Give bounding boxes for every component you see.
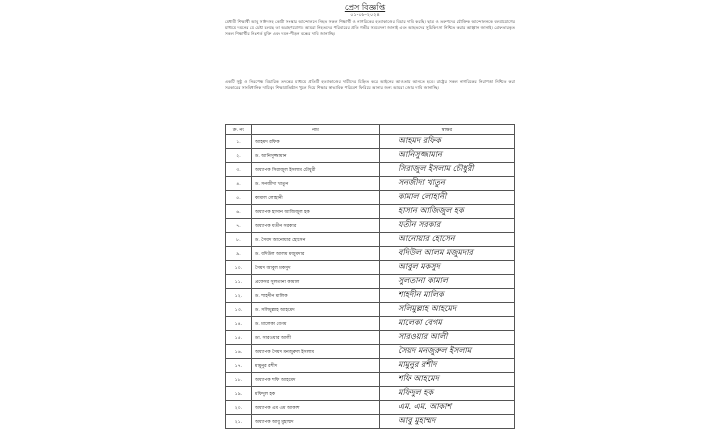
serial-number-cell: ১৬. — [226, 345, 252, 359]
table-row — [226, 219, 515, 233]
name-header: নাম — [252, 125, 380, 135]
signatory-name-cell: অধ্যাপক যতীন সরকার — [252, 219, 380, 233]
table-row — [226, 261, 515, 275]
serial-number-cell: ১৯. — [226, 387, 252, 401]
signature-cell: এম. এম. আকাশ — [380, 401, 515, 415]
table-row — [226, 247, 515, 261]
signature-cell: সারওয়ার আলী — [380, 331, 515, 345]
signatory-name-cell: অধ্যাপক শফি আহমেদ — [252, 373, 380, 387]
signature-header: স্বাক্ষর — [380, 125, 515, 135]
signature-cell: আবু মুহাম্মদ — [380, 415, 515, 429]
signature-cell: আনিসুজ্জামান — [380, 149, 515, 163]
table-row — [226, 401, 515, 415]
table-row — [226, 233, 515, 247]
signature-cell: সনজীদা খাতুন — [380, 177, 515, 191]
table-row — [226, 415, 515, 429]
signature-cell: যতীন সরকার — [380, 219, 515, 233]
signatory-name-cell: অধ্যাপক আবু মুহাম্মদ — [252, 415, 380, 429]
serial-number-cell: ২১. — [226, 415, 252, 429]
signatory-name-cell: ড. শাহদীন মালিক — [252, 289, 380, 303]
signatory-name-cell: ড. আনিসুজ্জামান — [252, 149, 380, 163]
serial-number-cell: ২. — [226, 149, 252, 163]
signatory-name-cell: মামুনুর রশীদ — [252, 359, 380, 373]
table-row — [226, 345, 515, 359]
table-row — [226, 205, 515, 219]
signature-cell: মামুনুর রশীদ — [380, 359, 515, 373]
signatory-name-cell: অধ্যাপক সৈয়দ মনজুরুল ইসলাম — [252, 345, 380, 359]
table-row — [226, 373, 515, 387]
signatory-table — [225, 124, 515, 429]
statement-paragraph-1: মেধাবী শিক্ষার্থী আবু সাঈদসহ কোটা সংস্কার আন্দোলনে নিহত সকল শিক্ষার্থী ও নাগরিকের হত্যাকাণ্ডের বিচার দাবি করছি। ছাত্র ও তরুণদের যৌক্তিক আন্দোলনকে বলপ্রয়োগের মাধ্যমে দমনের যে চেষ্টা চলছে তা অগ্রহণযোগ্য। আমরা নিহতদের পরিবারের প্রতি গভীর সমবেদনা জানাই এবং আহতদের সুচিকিৎসা নিশ্চিত করার আহ্বান জানাই। গ্রেফতারকৃত সকল শিক্ষার্থীর নিঃশর্ত মুক্তি এবং দমন-পীড়ন বন্ধের দাবি জানাচ্ছি। — [225, 19, 515, 37]
serial-header: ক্র. নং — [226, 125, 252, 135]
table-header-row — [226, 125, 515, 135]
signatory-name-cell: ড. সনজীদা খাতুন — [252, 177, 380, 191]
press-release-page — [195, 0, 535, 425]
serial-number-cell: ১০. — [226, 261, 252, 275]
table-row — [226, 359, 515, 373]
signature-cell: সিরাজুল ইসলাম চৌধুরী — [380, 163, 515, 177]
serial-number-cell: ৩. — [226, 163, 252, 177]
signature-cell: শাহদীন মালিক — [380, 289, 515, 303]
serial-number-cell: ১৪. — [226, 317, 252, 331]
serial-number-cell: ৯. — [226, 247, 252, 261]
table-row — [226, 303, 515, 317]
signatory-name-cell: ডা. সারওয়ার আলী — [252, 331, 380, 345]
serial-number-cell: ১৮. — [226, 373, 252, 387]
signature-cell: আবুল মকসুদ — [380, 261, 515, 275]
signatory-name-cell: ড. সৈয়দ আনোয়ার হোসেন — [252, 233, 380, 247]
document-date: ০১-০৮-২০২৪ — [350, 12, 380, 18]
serial-number-cell: ৫. — [226, 191, 252, 205]
serial-number-cell: ১২. — [226, 289, 252, 303]
signatory-name-cell: মফিদুল হক — [252, 387, 380, 401]
table-row — [226, 387, 515, 401]
serial-number-cell: ২০. — [226, 401, 252, 415]
signature-cell: হাসান আজিজুল হক — [380, 205, 515, 219]
signatory-name-cell: অধ্যাপক এম এম আকাশ — [252, 401, 380, 415]
signature-cell: মফিদুল হক — [380, 387, 515, 401]
signatory-name-cell: ড. বদিউল আলম মজুমদার — [252, 247, 380, 261]
serial-number-cell: ৭. — [226, 219, 252, 233]
signature-cell: আহমদ রফিক — [380, 135, 515, 149]
statement-paragraph-2: একটি সুষ্ঠু ও নিরপেক্ষ বিচারিক তদন্তের মাধ্যমে প্রতিটি হত্যাকাণ্ডের দায়ীদের চিহ্নিত করে আইনের আওতায় আনতে হবে। রাষ্ট্রের সকল নাগরিকের নিরাপত্তা নিশ্চিত করা সরকারের সাংবিধানিক দায়িত্ব। শিক্ষাপ্রতিষ্ঠান খুলে দিয়ে শিক্ষার স্বাভাবিক পরিবেশ ফিরিয়ে আনার জন্য আমরা জোর দাবি জানাচ্ছি। — [225, 79, 515, 91]
serial-number-cell: ১৫. — [226, 331, 252, 345]
signatory-name-cell: ড. মালেকা বেগম — [252, 317, 380, 331]
table-row — [226, 331, 515, 345]
serial-number-cell: ৬. — [226, 205, 252, 219]
signatory-name-cell: আহমদ রফিক — [252, 135, 380, 149]
table-row — [226, 177, 515, 191]
serial-number-cell: ১. — [226, 135, 252, 149]
signature-cell: আনোয়ার হোসেন — [380, 233, 515, 247]
signatory-name-cell: কামাল লোহানী — [252, 191, 380, 205]
signatory-name-cell: অধ্যাপক হাসান আজিজুল হক — [252, 205, 380, 219]
signature-cell: সুলতানা কামাল — [380, 275, 515, 289]
signatory-name-cell: ড. সলিমুল্লাহ আহমেদ — [252, 303, 380, 317]
table-row — [226, 149, 515, 163]
serial-number-cell: ১৭. — [226, 359, 252, 373]
signature-cell: সলিমুল্লাহ আহমেদ — [380, 303, 515, 317]
table-row — [226, 289, 515, 303]
signatory-name-cell: সৈয়দ আবুল মকসুদ — [252, 261, 380, 275]
table-row — [226, 317, 515, 331]
serial-number-cell: ১৩. — [226, 303, 252, 317]
table-row — [226, 275, 515, 289]
table-row — [226, 135, 515, 149]
serial-number-cell: ১১. — [226, 275, 252, 289]
signatory-name-cell: অধ্যাপক সিরাজুল ইসলাম চৌধুরী — [252, 163, 380, 177]
signature-cell: কামাল লোহানী — [380, 191, 515, 205]
signature-cell: বদিউল আলম মজুমদার — [380, 247, 515, 261]
serial-number-cell: ৪. — [226, 177, 252, 191]
signature-cell: মালেকা বেগম — [380, 317, 515, 331]
signature-cell: সৈয়দ মনজুরুল ইসলাম — [380, 345, 515, 359]
table-row — [226, 163, 515, 177]
signatory-name-cell: প্রফেসর সুলতানা কামাল — [252, 275, 380, 289]
document-title: প্রেস বিজ্ঞপ্তি — [344, 3, 386, 12]
signature-cell: শফি আহমেদ — [380, 373, 515, 387]
serial-number-cell: ৮. — [226, 233, 252, 247]
table-row — [226, 191, 515, 205]
